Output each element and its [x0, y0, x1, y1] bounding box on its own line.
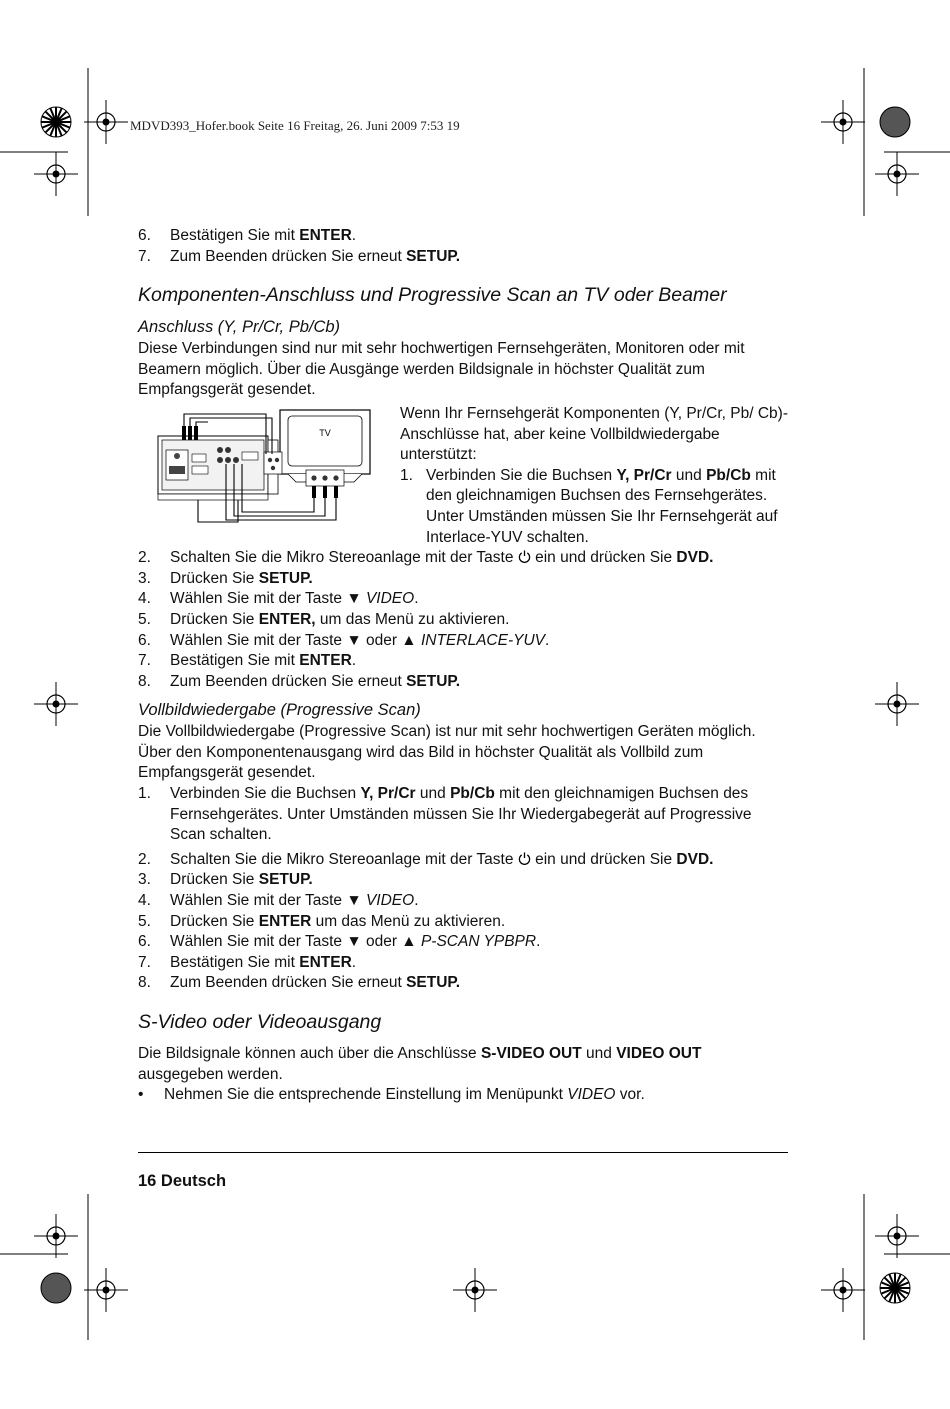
list-item: 4. Wählen Sie mit der Taste ▼ VIDEO.: [138, 590, 419, 608]
list-item: 4. Wählen Sie mit der Taste ▼ VIDEO.: [138, 892, 419, 910]
list-item: 7. Zum Beenden drücken Sie erneut SETUP.: [138, 247, 461, 265]
list-item: 1. Verbinden Sie die Buchsen Y, Pr/Cr und Pb/Cb mit den gleichnamigen Buchsen des Fernsehgerätes. Unter Umständen müssen Sie Ihr Wiedergabegerät auf Progressive Scan schalten.: [138, 785, 752, 844]
list-item: 2. Schalten Sie die Mikro Stereoanlage mit der Taste ein und drücken Sie DVD.: [138, 850, 714, 868]
list-item: 6. Wählen Sie mit der Taste ▼ oder ▲ P-SCAN YPBPR.: [138, 933, 541, 951]
tv-label: TV: [319, 427, 331, 438]
footer-divider: [138, 1152, 788, 1153]
list-item: 1. Verbinden Sie die Buchsen Y, Pr/Cr und Pb/Cb mit den gleichnamigen Buchsen des Fernsehgerätes. Unter Umständen müssen Sie Ihr Fernsehgerät auf Interlace-YUV schalten.: [400, 466, 778, 546]
power-icon: [518, 852, 531, 865]
list-item: 8. Zum Beenden drücken Sie erneut SETUP.: [138, 672, 461, 690]
list-item: 5. Drücken Sie ENTER, um das Menü zu aktivieren.: [138, 610, 510, 628]
list-item: • Nehmen Sie die entsprechende Einstellung im Menüpunkt VIDEO vor.: [138, 1086, 645, 1104]
list-item: 5. Drücken Sie ENTER um das Menü zu aktivieren.: [138, 912, 506, 930]
page-content: [138, 226, 788, 1106]
section-heading: Komponenten-Anschluss und Progressive Scan an TV oder Beamer: [138, 284, 727, 307]
list-item: 3. Drücken Sie SETUP.: [138, 569, 313, 587]
paragraph: Die Vollbildwiedergabe (Progressive Scan) ist nur mit sehr hochwertigen Geräten möglich. Über den Komponentenausgang wird das Bild in höchster Qualität als Vollbild zum Empfangsgerät gesendet.: [138, 723, 756, 782]
paragraph: Diese Verbindungen sind nur mit sehr hochwertigen Fernsehgeräten, Monitoren oder mit Beamern möglich. Über die Ausgänge werden Bildsignale in höchster Qualität zum Empfangsgerät gesendet.: [138, 340, 745, 399]
page-number: 16 Deutsch: [138, 1172, 227, 1190]
section-heading: S-Video oder Videoausgang: [138, 1011, 382, 1033]
subsection-heading: Vollbildwiedergabe (Progressive Scan): [138, 701, 421, 720]
list-item: 6. Wählen Sie mit der Taste ▼ oder ▲ INTERLACE-YUV.: [138, 631, 550, 649]
list-item: 2. Schalten Sie die Mikro Stereoanlage mit der Taste ein und drücken Sie DVD.: [138, 549, 714, 567]
paragraph: Die Bildsignale können auch über die Anschlüsse S-VIDEO OUT und VIDEO OUT ausgegeben werden.: [138, 1045, 702, 1083]
print-header-info: MDVD393_Hofer.book Seite 16 Freitag, 26. Juni 2009 7:53 19: [130, 118, 460, 133]
list-item: 7. Bestätigen Sie mit ENTER.: [138, 953, 357, 971]
connection-diagram: [138, 404, 400, 546]
list-item: 6. Bestätigen Sie mit ENTER.: [138, 227, 357, 244]
list-item: 8. Zum Beenden drücken Sie erneut SETUP.: [138, 974, 461, 992]
list-item: 7. Bestätigen Sie mit ENTER.: [138, 652, 357, 670]
power-icon: [518, 550, 531, 563]
figure-with-text: [138, 404, 788, 548]
paragraph: Wenn Ihr Fernsehgerät Komponenten (Y, Pr/Cr, Pb/ Cb)-Anschlüsse hat, aber keine Vollbildwiedergabe unterstützt:: [400, 404, 788, 464]
list-item: 3. Drücken Sie SETUP.: [138, 871, 313, 889]
subsection-heading: Anschluss (Y, Pr/Cr, Pb/Cb): [138, 318, 341, 337]
